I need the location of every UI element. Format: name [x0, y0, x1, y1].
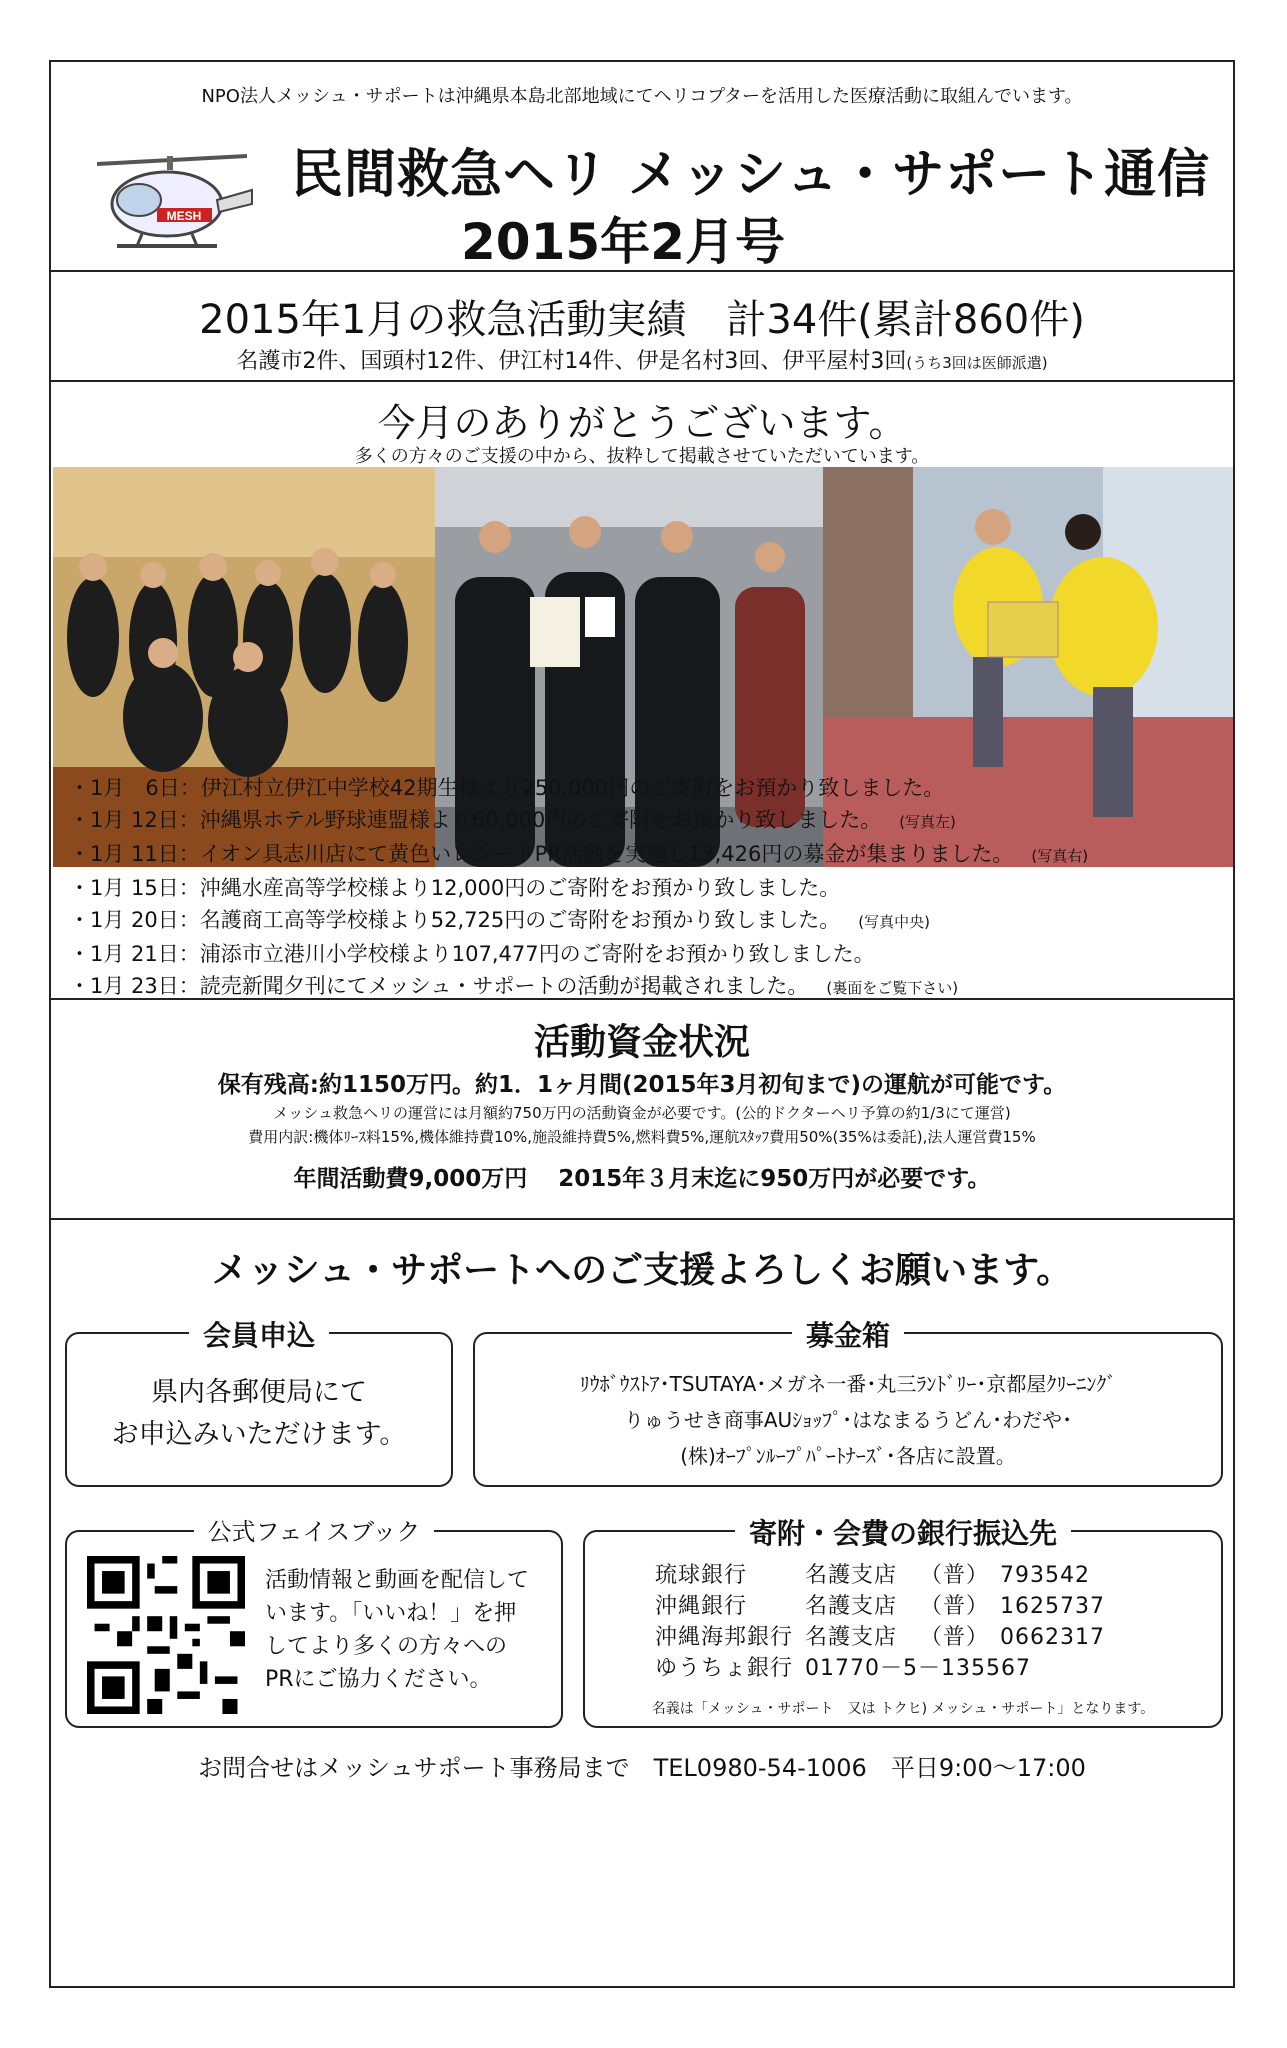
- member-box: [65, 1319, 453, 1487]
- bank-row: [655, 1591, 1105, 1622]
- item-date: ・1月 21日：: [69, 942, 200, 966]
- list-item: [69, 938, 1088, 970]
- funds-section: [51, 1000, 1233, 1220]
- funds-balance: 保有残高:約1150万円。約1．1ヶ月間(2015年3月初旬まで)の運航が可能です。: [217, 1072, 1067, 1098]
- facebook-box-title: 公式フェイスブック: [194, 1518, 435, 1546]
- item-text: 読売新聞夕刊にてメッシュ・サポートの活動が掲載されました。: [199, 974, 809, 998]
- facebook-line: 活動情報と動画を配信して: [265, 1568, 530, 1593]
- bank-box: [583, 1517, 1223, 1728]
- thanks-title: 今月のありがとうございます。: [377, 401, 907, 445]
- item-text: 伊江村立伊江中学校42期生様より250,000円のご寄附をお預かり致しました。: [200, 776, 945, 800]
- member-box-title: 会員申込: [189, 1319, 329, 1352]
- results-detail: [51, 344, 1233, 375]
- facebook-line: います。「いいね！」を押: [265, 1601, 517, 1626]
- list-item: [69, 970, 1088, 1004]
- funds-breakdown: 費用内訳:機体ﾘｰｽ料15%,機体維持費10%,施設維持費5%,燃料費5%,運航ｽﾀｯﾌ費用50%(35%は委託),法人運営費15%: [248, 1128, 1036, 1146]
- results-section: [51, 272, 1233, 382]
- item-note: (写真中央): [858, 913, 930, 931]
- bank-branch: 名護支店: [805, 1594, 898, 1619]
- contact-footer: お問合せはメッシュサポート事務局まで TEL0980-54-1006 平日9:00～17:00: [198, 1754, 1086, 1782]
- bank-row: [655, 1560, 1105, 1591]
- funds-annual: 年間活動費9,000万円 2015年３月末迄に950万円が必要です。: [293, 1166, 991, 1192]
- header-section: [51, 62, 1233, 272]
- member-line: 県内各郵便局にて: [151, 1377, 367, 1408]
- facebook-box: [65, 1518, 563, 1728]
- results-headline: 2015年1月の救急活動実績 計34件(累計860件): [199, 297, 1085, 343]
- item-date: ・1月 11日：: [69, 842, 200, 866]
- thanks-section: [51, 382, 1233, 1000]
- item-text: 浦添市立港川小学校様より107,477円のご寄附をお預かり致しました。: [199, 942, 875, 966]
- intro-text: NPO法人メッシュ・サポートは沖縄県本島北部地域にてヘリコプターを活用した医療活動に取組んでいます。: [201, 86, 1083, 107]
- item-text: 名護商工高等学校様より52,725円のご寄附をお預かり致しました。: [199, 908, 841, 932]
- donation-line: ﾘｳﾎﾞｳｽﾄｱ･TSUTAYA･メガネ一番･丸三ﾗﾝﾄﾞﾘｰ･京都屋ｸﾘｰﾆﾝｸﾞ: [579, 1372, 1117, 1396]
- bank-box-title: 寄附・会費の銀行振込先: [735, 1517, 1071, 1550]
- newsletter-page: [49, 60, 1235, 1988]
- bank-name: 沖縄銀行: [655, 1594, 748, 1619]
- item-note: (裏面をご覧下さい): [826, 979, 959, 997]
- support-section: [51, 1220, 1233, 1990]
- item-text: 沖縄県ホテル野球連盟様より60,000円のご寄附をお預かり致しました。: [199, 808, 882, 832]
- bank-branch: 名護支店: [805, 1625, 898, 1650]
- item-date: ・1月 15日：: [69, 876, 200, 900]
- account-number: 1625737: [1000, 1594, 1105, 1619]
- item-date: ・1月 23日：: [69, 974, 200, 998]
- donation-box: [473, 1319, 1223, 1487]
- thanks-list: [69, 772, 1088, 1004]
- funds-requirement: メッシュ救急ヘリの運営には月額約750万円の活動資金が必要です。(公的ドクターヘリ予算の約1/3にて運営): [273, 1104, 1011, 1122]
- newsletter-title: 民間救急ヘリ メッシュ・サポート通信: [291, 145, 1211, 205]
- item-text: イオン具志川店にて黄色いレシートPR活動を実施し13,426円の募金が集まりました。: [199, 842, 1014, 866]
- facebook-line: PRにご協力ください。: [265, 1667, 492, 1692]
- support-title: メッシュ・サポートへのご支援よろしくお願います。: [211, 1250, 1073, 1291]
- logo-text: MESH: [166, 209, 202, 223]
- helicopter-logo-icon: [87, 142, 257, 262]
- list-item: [69, 772, 1088, 804]
- item-note: (写真左): [899, 813, 956, 831]
- bank-row: [655, 1653, 1105, 1684]
- donation-line: (株)ｵｰﾌﾟﾝﾙｰﾌﾟﾊﾟｰﾄﾅｰｽﾞ･各店に設置。: [680, 1444, 1016, 1468]
- results-detail-note: (うち3回は医師派遣): [906, 354, 1048, 372]
- facebook-line: してより多くの方々への: [265, 1634, 508, 1659]
- item-date: ・1月 12日：: [69, 808, 200, 832]
- bank-branch: 名護支店: [805, 1563, 898, 1588]
- bank-row: [655, 1622, 1105, 1653]
- list-item: [69, 804, 1088, 838]
- member-line: お申込みいただけます。: [111, 1419, 407, 1450]
- list-item: [69, 904, 1088, 938]
- item-text: 沖縄水産高等学校様より12,000円のご寄附をお預かり致しました。: [199, 876, 841, 900]
- account-number: 793542: [1000, 1563, 1090, 1588]
- account-type: （普）: [920, 1594, 990, 1619]
- item-note: (写真右): [1031, 847, 1089, 865]
- results-detail-main: 名護市2件、国頭村12件、伊江村14件、伊是名村3回、伊平屋村3回: [236, 349, 907, 374]
- account-number: 0662317: [1000, 1625, 1105, 1650]
- account-holder-note: 名義は「メッシュ・サポート 又は トクヒ) メッシュ・サポート」となります。: [651, 1701, 1155, 1717]
- list-item: [69, 838, 1088, 872]
- qr-code-icon[interactable]: [87, 1556, 245, 1714]
- funds-title: 活動資金状況: [533, 1022, 750, 1063]
- thanks-subtitle: 多くの方々のご支援の中から、抜粋して掲載させていただいています。: [354, 446, 930, 467]
- item-date: ・1月 20日：: [69, 908, 200, 932]
- donation-box-title: 募金箱: [792, 1319, 904, 1352]
- list-item: [69, 872, 1088, 904]
- bank-name: ゆうちょ銀行: [655, 1656, 794, 1681]
- issue-title: 2015年2月号: [461, 213, 785, 271]
- account-type: （普）: [920, 1563, 990, 1588]
- item-date: ・1月 6日：: [69, 776, 201, 800]
- account-number: 01770－5－135567: [805, 1656, 1031, 1681]
- donation-line: りゅうせき商事AUｼｮｯﾌﾟ･はなまるうどん･わだや･: [623, 1408, 1073, 1432]
- bank-name: 琉球銀行: [655, 1563, 748, 1588]
- account-type: （普）: [920, 1625, 990, 1650]
- bank-name: 沖縄海邦銀行: [655, 1625, 794, 1650]
